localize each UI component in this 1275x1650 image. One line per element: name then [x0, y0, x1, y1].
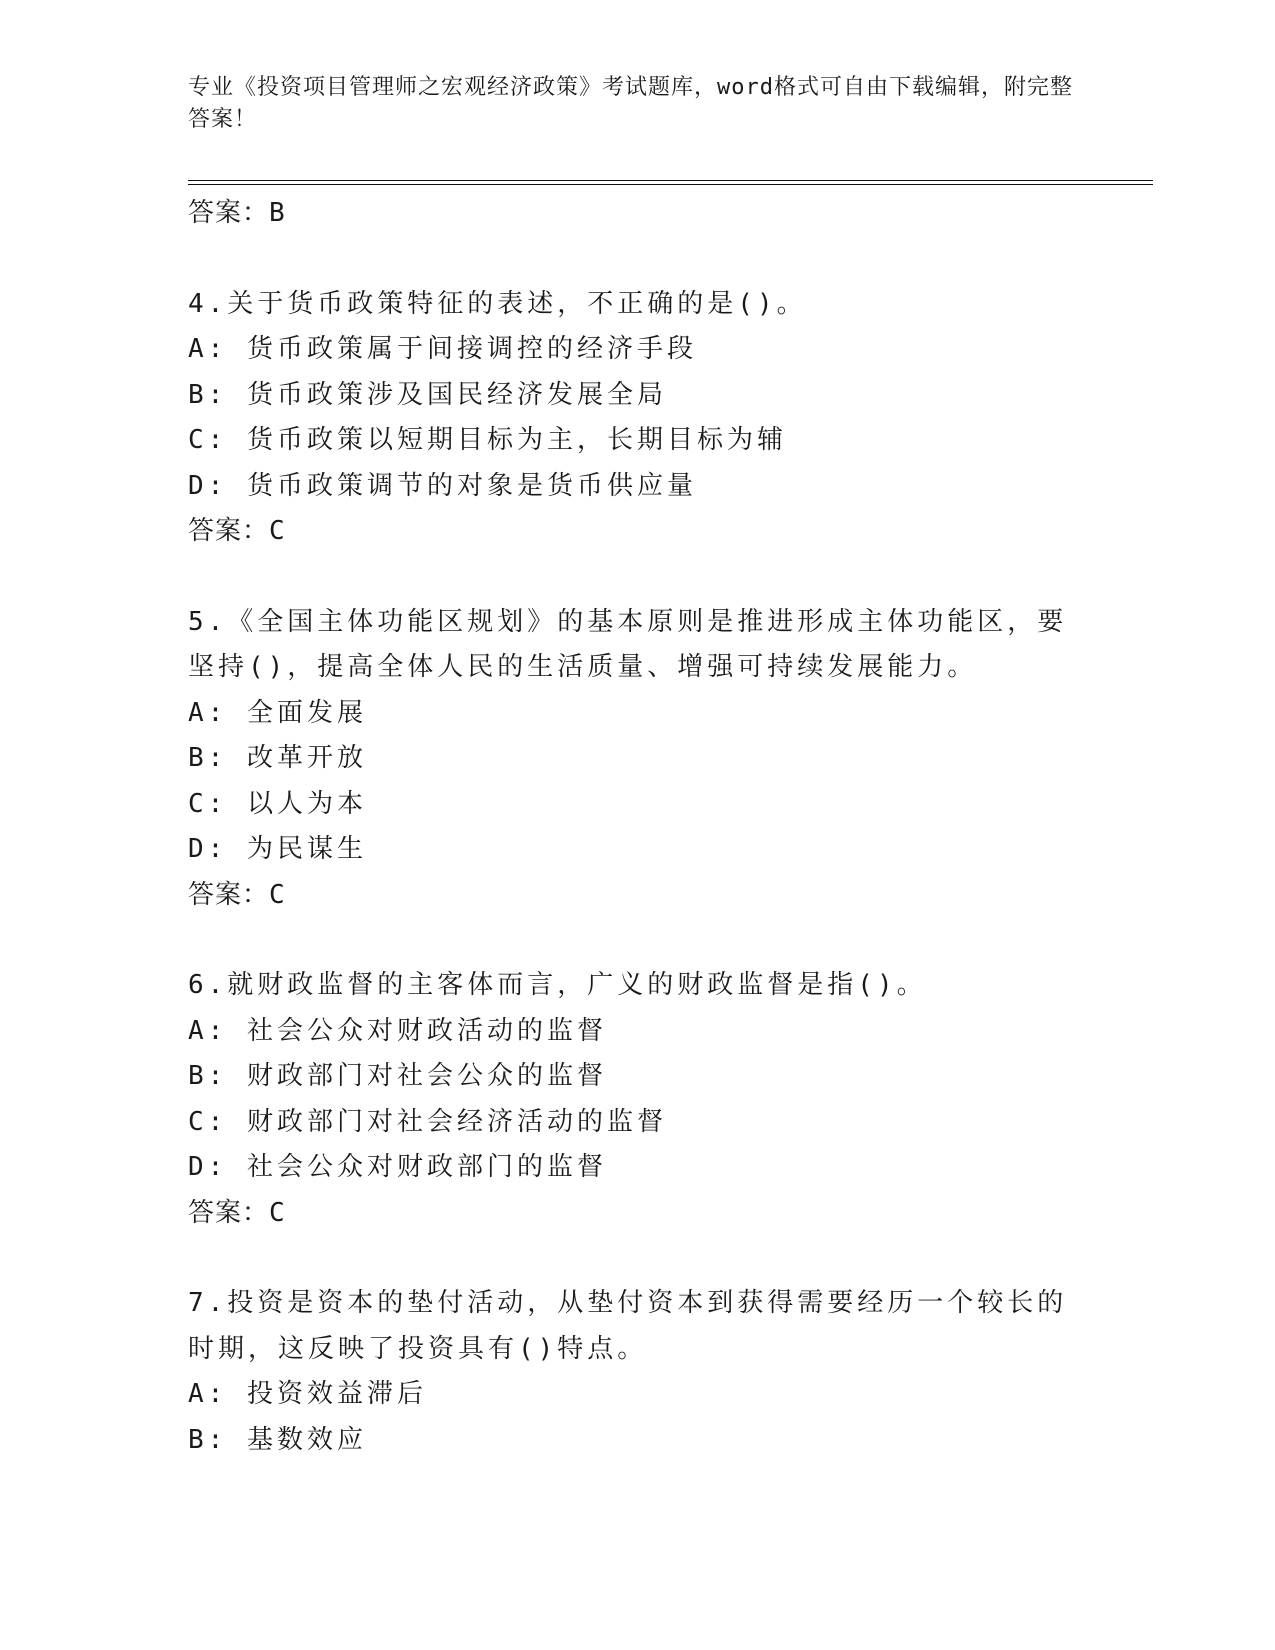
- option-b: B: 改革开放: [188, 743, 367, 773]
- question-stem: 7.投资是资本的垫付活动，从垫付资本到获得需要经历一个较长的时期，这反映了投资具有()特点。: [188, 1288, 1068, 1364]
- option-d: D: 货币政策调节的对象是货币供应量: [188, 470, 697, 501]
- option-a: A: 全面发展: [188, 697, 367, 728]
- answer-label: 答案：: [188, 879, 270, 910]
- answer-value: C: [269, 879, 286, 910]
- option-c: C: 财政部门对社会经济活动的监督: [188, 1106, 667, 1137]
- answer-label: 答案：: [188, 198, 270, 228]
- question-stem: 6.就财政监督的主客体而言，广义的财政监督是指()。: [188, 970, 927, 1000]
- answer-label: 答案：: [188, 1197, 270, 1228]
- answer-value: C: [269, 1197, 286, 1228]
- option-c: C: 货币政策以短期目标为主，长期目标为辅: [188, 425, 787, 455]
- question-4: [188, 282, 1118, 555]
- option-a: A: 货币政策属于间接调控的经济手段: [188, 334, 697, 364]
- option-b: B: 财政部门对社会公众的监督: [188, 1061, 607, 1091]
- question-5: [188, 600, 1118, 919]
- question-6: [188, 963, 1118, 1236]
- answer-value: C: [269, 516, 286, 546]
- question-answer: [188, 873, 1118, 919]
- option-d: D: 社会公众对财政部门的监督: [188, 1152, 607, 1182]
- option-b: B: 货币政策涉及国民经济发展全局: [188, 379, 667, 410]
- option-b: B: 基数效应: [188, 1424, 367, 1455]
- option-d: D: 为民谋生: [188, 834, 367, 864]
- question-stem: 5.《全国主体功能区规划》的基本原则是推进形成主体功能区，要坚持()，提高全体人民的生活质量、增强可持续发展能力。: [188, 606, 1068, 682]
- header-divider-top: [188, 180, 1153, 181]
- answer-value: B: [269, 198, 286, 228]
- answer-label: 答案：: [188, 516, 270, 546]
- question-answer: [188, 1191, 1118, 1237]
- question-7: [188, 1281, 1118, 1463]
- option-a: A: 社会公众对财政活动的监督: [188, 1015, 607, 1046]
- header-divider-bottom: [188, 184, 1153, 185]
- question-answer: [188, 509, 1118, 555]
- previous-answer: [188, 191, 1118, 237]
- option-c: C: 以人为本: [188, 788, 367, 819]
- document-header: 专业《投资项目管理师之宏观经济政策》考试题库，word格式可自由下载编辑，附完整答案！: [188, 75, 1073, 132]
- question-list: [188, 191, 1118, 1463]
- question-stem: 4.关于货币政策特征的表述，不正确的是()。: [188, 288, 807, 319]
- option-a: A: 投资效益滞后: [188, 1379, 427, 1409]
